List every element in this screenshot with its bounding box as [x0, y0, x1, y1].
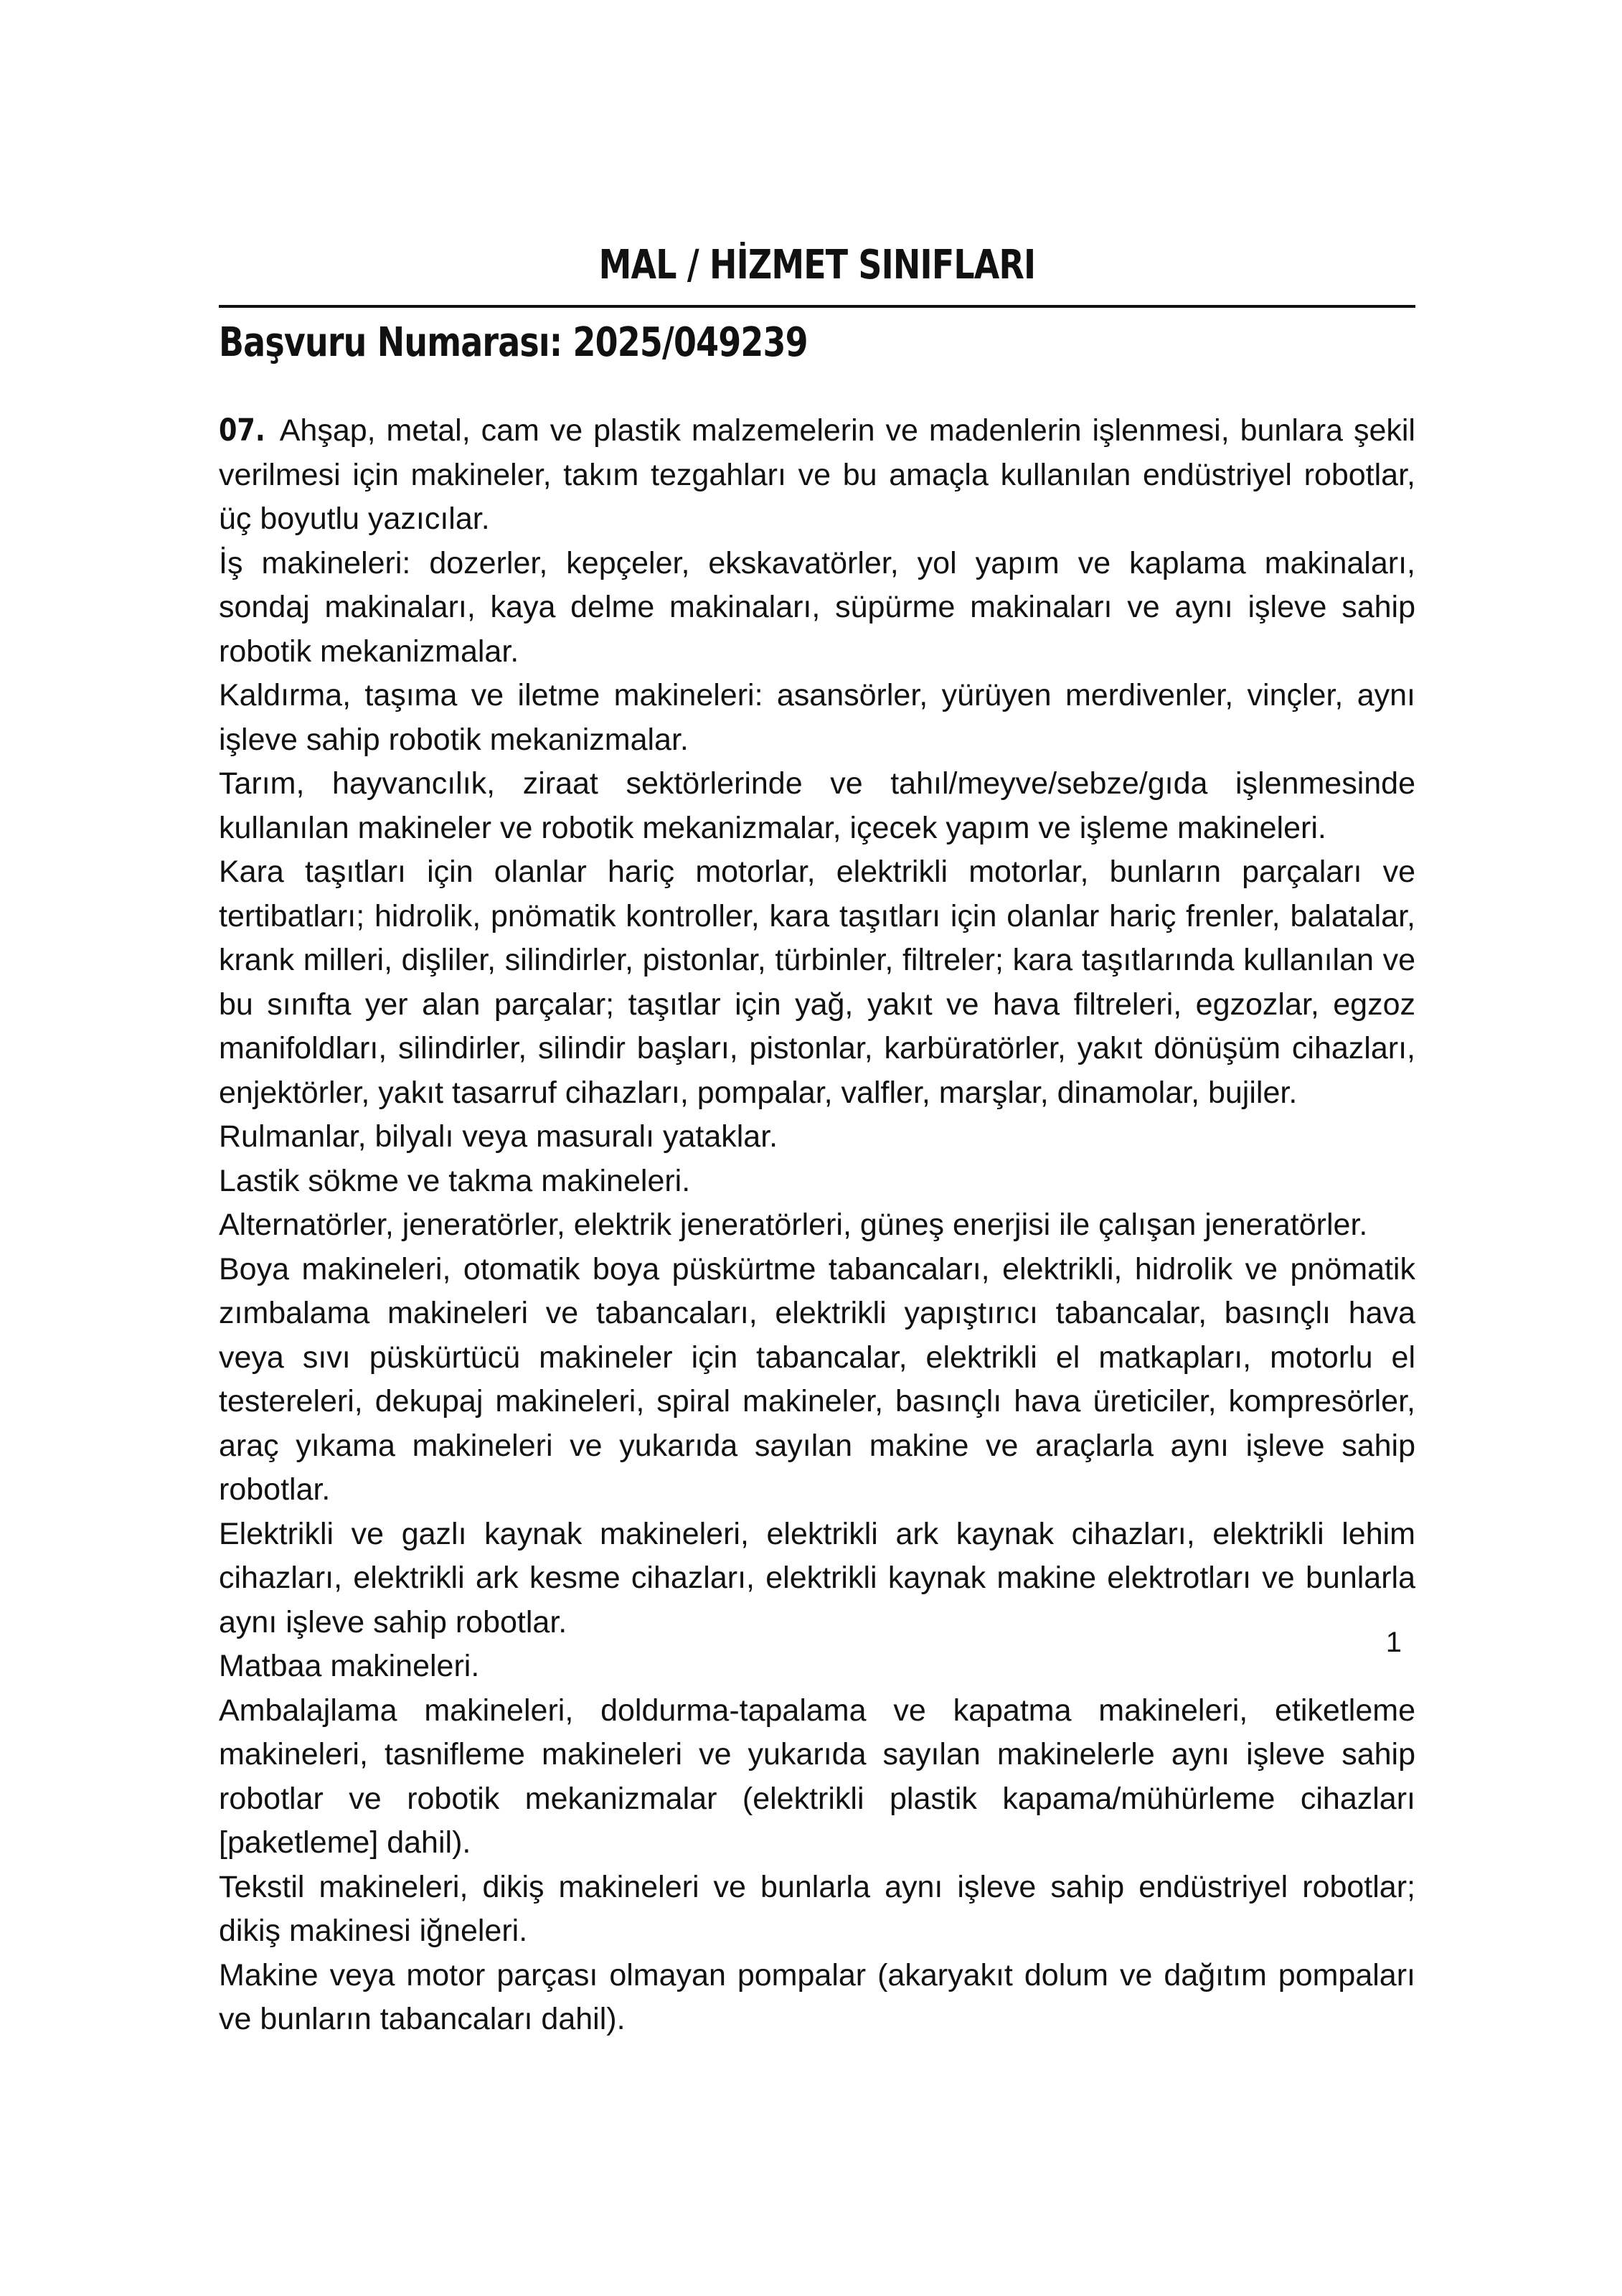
paragraph-7: Lastik sökme ve takma makineleri.	[219, 1163, 691, 1198]
paragraph-1-text: Ahşap, metal, cam ve plastik malzemelerin ve madenlerin işlenmesi, bunlara şekil verilmesi için makineler, takım tezgahları ve bu amaçla kullanılan endüstriyel robotlar, üç boyutlu yazıcılar.	[219, 413, 1415, 536]
class-number: 07.	[219, 413, 265, 448]
paragraph-14: Makine veya motor parçası olmayan pompalar (akaryakıt dolum ve dağıtım pompaları ve bunların tabancaları dahil).	[219, 1957, 1415, 2036]
paragraph-3: Kaldırma, taşıma ve iletme makineleri: asansörler, yürüyen merdivenler, vinçler, aynı işleve sahip robotik mekanizmalar.	[219, 678, 1415, 757]
paragraph-12: Ambalajlama makineleri, doldurma-tapalama ve kapatma makineleri, etiketleme makineleri, tasnifleme makineleri ve yukarıda sayılan makinelerle aynı işleve sahip robotlar ve robotik mekanizmalar (elektrikli plastik kapama/mühürleme cihazları [paketleme] dahil).	[219, 1693, 1415, 1860]
paragraph-9: Boya makineleri, otomatik boya püskürtme tabancaları, elektrikli, hidrolik ve pnömatik zımbalama makineleri ve tabancaları, elektrikli yapıştırıcı tabancalar, basınçlı hava veya sıvı püskürtücü makineler için tabancalar, elektrikli el matkapları, motorlu el testereleri, dekupaj makineleri, spiral makineler, basınçlı hava üreticiler, kompresörler, araç yıkama makineleri ve yukarıda sayılan makine ve araçlarla aynı işleve sahip robotlar.	[219, 1251, 1415, 1507]
paragraph-4: Tarım, hayvancılık, ziraat sektörlerinde ve tahıl/meyve/sebze/gıda işlenmesinde kullanılan makineler ve robotik mekanizmalar, içecek yapım ve işleme makineleri.	[219, 766, 1415, 845]
application-number: Başvuru Numarası: 2025/049239	[219, 319, 808, 366]
paragraph-6: Rulmanlar, bilyalı veya masuralı yataklar.	[219, 1119, 778, 1154]
paragraph-13: Tekstil makineleri, dikiş makineleri ve bunlarla aynı işleve sahip endüstriyel robotlar; dikiş makinesi iğneleri.	[219, 1869, 1415, 1948]
paragraph-11: Matbaa makineleri.	[219, 1649, 480, 1683]
paragraph-8: Alternatörler, jeneratörler, elektrik jeneratörleri, güneş enerjisi ile çalışan jeneratörler.	[219, 1208, 1368, 1242]
paragraph-5: Kara taşıtları için olanlar hariç motorlar, elektrikli motorlar, bunların parçaları ve tertibatları; hidrolik, pnömatik kontroller, kara taşıtları için olanlar hariç frenler, balatalar, krank milleri, dişliler, silindirler, pistonlar, türbinler, filtreler; kara taşıtlarında kullanılan ve bu sınıfta yer alan parçalar; taşıtlar için yağ, yakıt ve hava filtreleri, egzozlar, egzoz manifoldları, silindirler, silindir başları, pistonlar, karbüratörler, yakıt dönüşüm cihazları, enjektörler, yakıt tasarruf cihazları, pompalar, valfler, marşlar, dinamolar, bujiler.	[219, 855, 1415, 1110]
paragraph-10: Elektrikli ve gazlı kaynak makineleri, elektrikli ark kaynak cihazları, elektrikli lehim cihazları, elektrikli ark kesme cihazları, elektrikli kaynak makine elektrotları ve bunlarla aynı işleve sahip robotlar.	[219, 1516, 1415, 1639]
class-content	[219, 409, 1415, 2042]
document-title: MAL / HİZMET SINIFLARI	[598, 242, 1036, 288]
title-divider	[219, 305, 1415, 308]
page-number: 1	[1385, 1627, 1402, 1658]
paragraph-2: İş makineleri: dozerler, kepçeler, ekskavatörler, yol yapım ve kaplama makinaları, sondaj makinaları, kaya delme makinaları, süpürme makinaları ve aynı işleve sahip robotik mekanizmalar.	[219, 545, 1415, 669]
paragraph-1	[219, 409, 1415, 542]
